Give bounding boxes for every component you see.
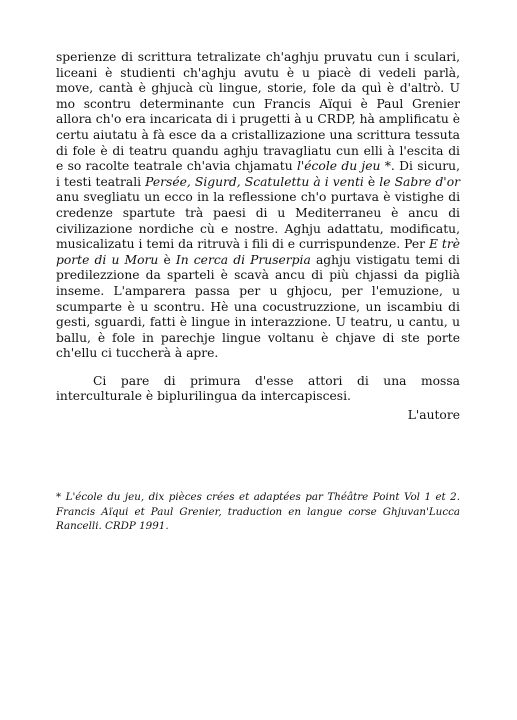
footnote: * L'école du jeu, dix pièces crées et adaptées par Théâtre Point Vol 1 et 2. Francis Aïqui et Paul Grenier, traduction en langue corse Ghjuvan'Lucca Rancelli. CRDP 1991.: [56, 491, 460, 532]
paragraph-text: sperienze di scrittura tetralizate ch'aghju pruvatu cun i sculari, liceani è studienti ch'aghju avutu è u piacè di vedeli parlà, move, cantà è ghjucà cù lingue, storie, fole da quì è d'altrò. U mo scontru determinante cun Francis Aïqui è Paul Grenier allora ch'o era incaricata di i prugetti à u CRDP, hà amplificatu è certu aiutatu à fà esce da a cristallizazione una scrittura tessuta di fole è di teatru quandu aghju travagliatu cun elli à l'escita di e so racolte teatrale ch'avia chjamatu: [56, 50, 460, 174]
work-title: l'école du jeu: [296, 159, 381, 174]
document-body: [56, 50, 460, 405]
paragraph-text: è: [158, 252, 176, 267]
work-title: Persée, Sigurd, Scatulettu à i venti: [145, 174, 364, 189]
paragraph-text: aghju vistigatu temi di predilezzione da sparteli è scavà ancu di più chjassi da piglià inseme. L'amparera passa per u ghjocu, per l'emuzione, u scumparte è u scontru. Hè una cocustruzzione, un iscambiu di gesti, sguardi, fatti è lingue in interazzione. U teatru, u cantu, u ballu, è fole in parechje lingue voltanu è chjave di ste porte ch'ellu ci tuccherà à apre.: [56, 252, 460, 361]
paragraph-closing: Ci pare di primura d'esse attori di una mossa interculturale è biplurilingua da intercapiscesi.: [56, 373, 460, 404]
work-title: In cerca di Pruserpia: [175, 252, 311, 267]
author-signature: L'autore: [407, 408, 460, 422]
work-title: le Sabre d'or: [379, 174, 460, 189]
work-title: E trè porte di u Moru: [56, 237, 460, 267]
paragraph-text: *. Di sicuru, i testi teatrali: [56, 159, 460, 189]
paragraph-main: [56, 50, 460, 362]
paragraph-text: anu svegliatu un ecco in la reflessione ch'o purtava è vistighe di credenze spartute trà paesi di u Mediterraneu è ancu di civilizazione nordiche cù e nostre. Aghju adattatu, modificatu, musicalizatu i temi da ritruvà i fili di e currispundenze. Per: [56, 190, 460, 252]
paragraph-text: è: [363, 174, 380, 189]
